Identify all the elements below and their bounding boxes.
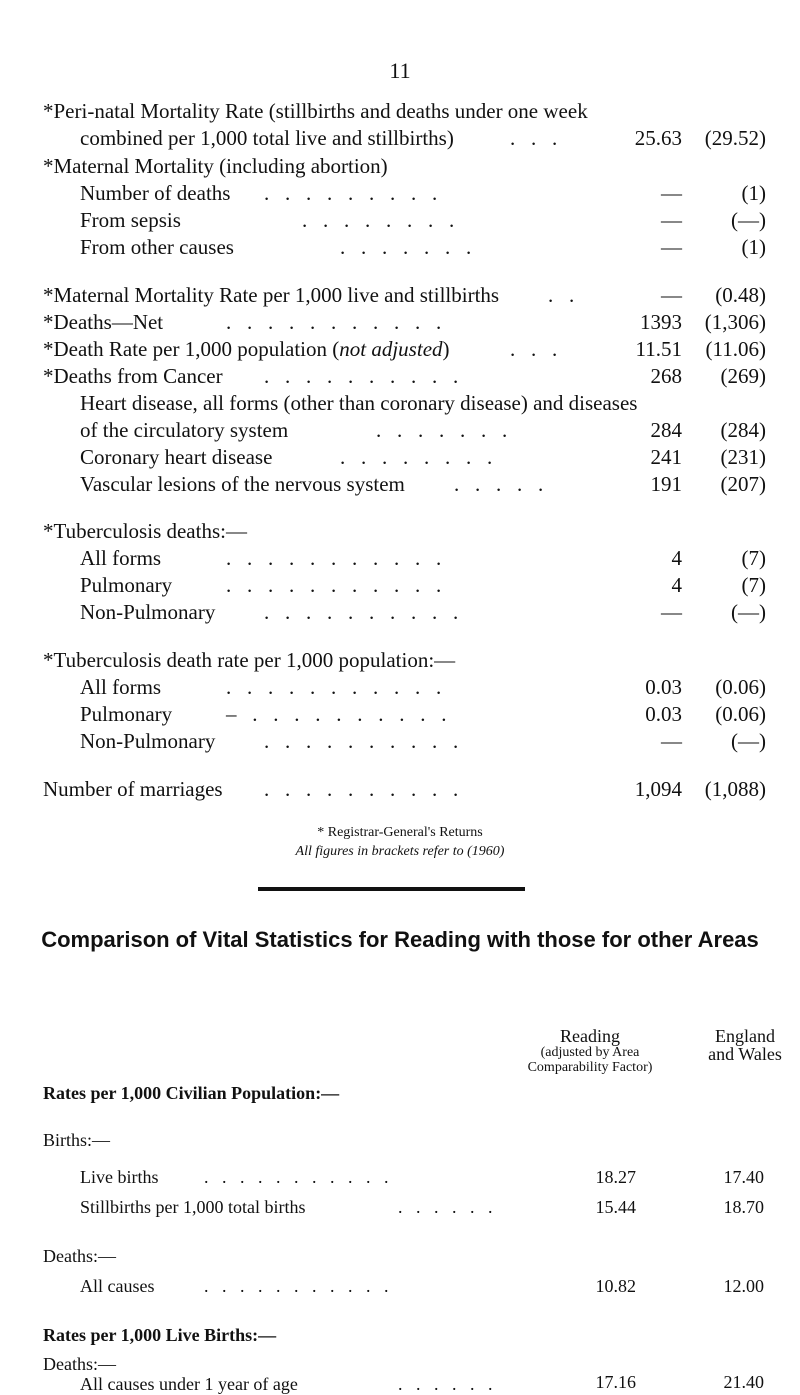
heart-value: 284 <box>650 418 682 442</box>
leader-dots: . . . . . . . <box>376 418 508 442</box>
maternal-row-label: From other causes <box>80 235 234 259</box>
under-1-label: All causes under 1 year of age <box>80 1374 298 1394</box>
maternal-rate-label: *Maternal Mortality Rate per 1,000 live and stillbirths <box>43 283 500 307</box>
leader-dots: . . . . . . . . . . . <box>226 675 442 699</box>
death-rate-value: 11.51 <box>635 337 682 361</box>
tb-rate-row-prev: (—) <box>731 729 766 753</box>
heart-label-1: Heart disease, all forms (other than coronary disease) and diseases <box>80 391 638 415</box>
leader-dots: . . . . . . <box>398 1374 493 1394</box>
perinatal-value: 25.63 <box>634 126 682 150</box>
tb-row-value: 4 <box>671 573 682 597</box>
tb-rate-row-label: Pulmonary <box>80 702 173 726</box>
all-causes-england: 12.00 <box>723 1276 764 1296</box>
under-1-england: 21.40 <box>723 1372 764 1392</box>
marriages-prev: (1,088) <box>704 777 766 801</box>
marriages-label: Number of marriages <box>43 777 223 801</box>
leader-dots: . . . . . . . . . . . <box>204 1276 389 1296</box>
maternal-row-prev: (1) <box>741 181 766 205</box>
leader-dots: . . . . . <box>454 472 544 496</box>
leader-dots: . . . . . . . . <box>340 445 493 469</box>
coronary-value: 241 <box>650 445 682 469</box>
heart-prev: (284) <box>720 418 766 442</box>
leader-dots: . . . . . . . . . . . <box>226 546 442 570</box>
footnote-brackets: All figures in brackets refer to (1960) <box>295 844 505 859</box>
tb-row-value: — <box>661 600 682 624</box>
divider-rule <box>258 887 525 891</box>
heart-label: of the circulatory system <box>80 418 289 442</box>
leader-dots: . . . . . . . . . <box>264 181 438 205</box>
stillbirths-label: Stillbirths per 1,000 total births <box>80 1197 306 1217</box>
live-births-label: Live births <box>80 1167 159 1187</box>
section-live-births: Rates per 1,000 Live Births:— <box>43 1325 277 1345</box>
births-header: Births:— <box>43 1130 111 1150</box>
leader-dots: . . <box>548 283 575 307</box>
tb-row-label: All forms <box>80 546 162 570</box>
maternal-row-prev: (—) <box>731 208 766 232</box>
leader-dots: – . . . . . . . . . . <box>226 702 447 726</box>
tb-rate-header: *Tuberculosis death rate per 1,000 population:— <box>43 648 456 672</box>
coronary-label: Coronary heart disease <box>80 445 273 469</box>
tb-rate-row-value: 0.03 <box>645 675 682 699</box>
leader-dots: . . . . . . . . . . <box>264 600 459 624</box>
leader-dots: . . . <box>510 337 558 361</box>
deaths-net-label: *Deaths—Net <box>43 310 164 334</box>
leader-dots: . . . . . . . . . . <box>264 729 459 753</box>
leader-dots: . . . . . . . . . . <box>264 364 459 388</box>
tb-rate-row-value: 0.03 <box>645 702 682 726</box>
deaths-header: Deaths:— <box>43 1246 116 1266</box>
col-england-header-2: and Wales <box>708 1044 782 1064</box>
col-england-header-1: England <box>715 1026 775 1046</box>
tb-rate-row-prev: (0.06) <box>715 675 766 699</box>
leader-dots: . . . . . . . . . . . <box>226 310 442 334</box>
deaths-net-value: 1393 <box>640 310 682 334</box>
comparison-title: Comparison of Vital Statistics for Reading with those for other Areas <box>41 927 759 952</box>
section-civilian: Rates per 1,000 Civilian Population:— <box>43 1083 340 1103</box>
maternal-row-label: Number of deaths <box>80 181 231 205</box>
death-rate-prev: (11.06) <box>705 337 766 361</box>
marriages-value: 1,094 <box>634 777 682 801</box>
col-reading-sub-1: (adjusted by Area <box>540 1045 640 1060</box>
deaths-header-2: Deaths:— <box>43 1354 116 1374</box>
perinatal-label-2: combined per 1,000 total live and stillbirths) <box>80 126 454 150</box>
tb-row-prev: (7) <box>741 573 766 597</box>
tb-row-label: Non-Pulmonary <box>80 600 216 624</box>
tb-rate-row-prev: (0.06) <box>715 702 766 726</box>
tb-row-prev: (7) <box>741 546 766 570</box>
leader-dots: . . . . . . . . . . . <box>226 573 442 597</box>
coronary-prev: (231) <box>720 445 766 469</box>
leader-dots: . . . . . . . . . . <box>264 777 459 801</box>
cancer-label: *Deaths from Cancer <box>43 364 223 388</box>
stillbirths-england: 18.70 <box>723 1197 764 1217</box>
maternal-row-value: — <box>661 208 682 232</box>
vascular-prev: (207) <box>720 472 766 496</box>
cancer-value: 268 <box>650 364 682 388</box>
tb-row-value: 4 <box>671 546 682 570</box>
tb-header: *Tuberculosis deaths:— <box>43 519 247 543</box>
vascular-value: 191 <box>650 472 682 496</box>
deaths-net-prev: (1,306) <box>704 310 766 334</box>
leader-dots: . . . . . . . . <box>302 208 455 232</box>
vascular-label: Vascular lesions of the nervous system <box>80 472 405 496</box>
cancer-prev: (269) <box>720 364 766 388</box>
perinatal-label-1: *Peri-natal Mortality Rate (stillbirths and deaths under one week <box>43 99 588 123</box>
leader-dots: . . . . . . . <box>340 235 472 259</box>
col-reading-sub-2: Comparability Factor) <box>527 1060 653 1075</box>
live-births-england: 17.40 <box>723 1167 764 1187</box>
page-number: 11 <box>389 58 411 83</box>
maternal-header: *Maternal Mortality (including abortion) <box>43 154 388 178</box>
death-rate-label: *Death Rate per 1,000 population (not adjusted) <box>43 337 450 361</box>
footnote-source: * Registrar-General's Returns <box>317 825 483 840</box>
maternal-row-value: — <box>661 235 682 259</box>
leader-dots: . . . <box>510 126 558 150</box>
tb-rate-row-label: Non-Pulmonary <box>80 729 216 753</box>
all-causes-label: All causes <box>80 1276 155 1296</box>
live-births-reading: 18.27 <box>595 1167 636 1187</box>
maternal-row-label: From sepsis <box>80 208 181 232</box>
maternal-row-prev: (1) <box>741 235 766 259</box>
leader-dots: . . . . . . . . . . . <box>204 1167 389 1187</box>
under-1-reading: 17.16 <box>595 1372 636 1392</box>
tb-rate-row-value: — <box>661 729 682 753</box>
leader-dots: . . . . . . <box>398 1197 493 1217</box>
maternal-row-value: — <box>661 181 682 205</box>
maternal-rate-prev: (0.48) <box>715 283 766 307</box>
tb-row-label: Pulmonary <box>80 573 173 597</box>
maternal-rate-value: — <box>661 283 682 307</box>
col-reading-header: Reading <box>560 1026 620 1046</box>
tb-rate-row-label: All forms <box>80 675 162 699</box>
stillbirths-reading: 15.44 <box>595 1197 636 1217</box>
tb-row-prev: (—) <box>731 600 766 624</box>
perinatal-prev: (29.52) <box>704 126 766 150</box>
all-causes-reading: 10.82 <box>595 1276 636 1296</box>
